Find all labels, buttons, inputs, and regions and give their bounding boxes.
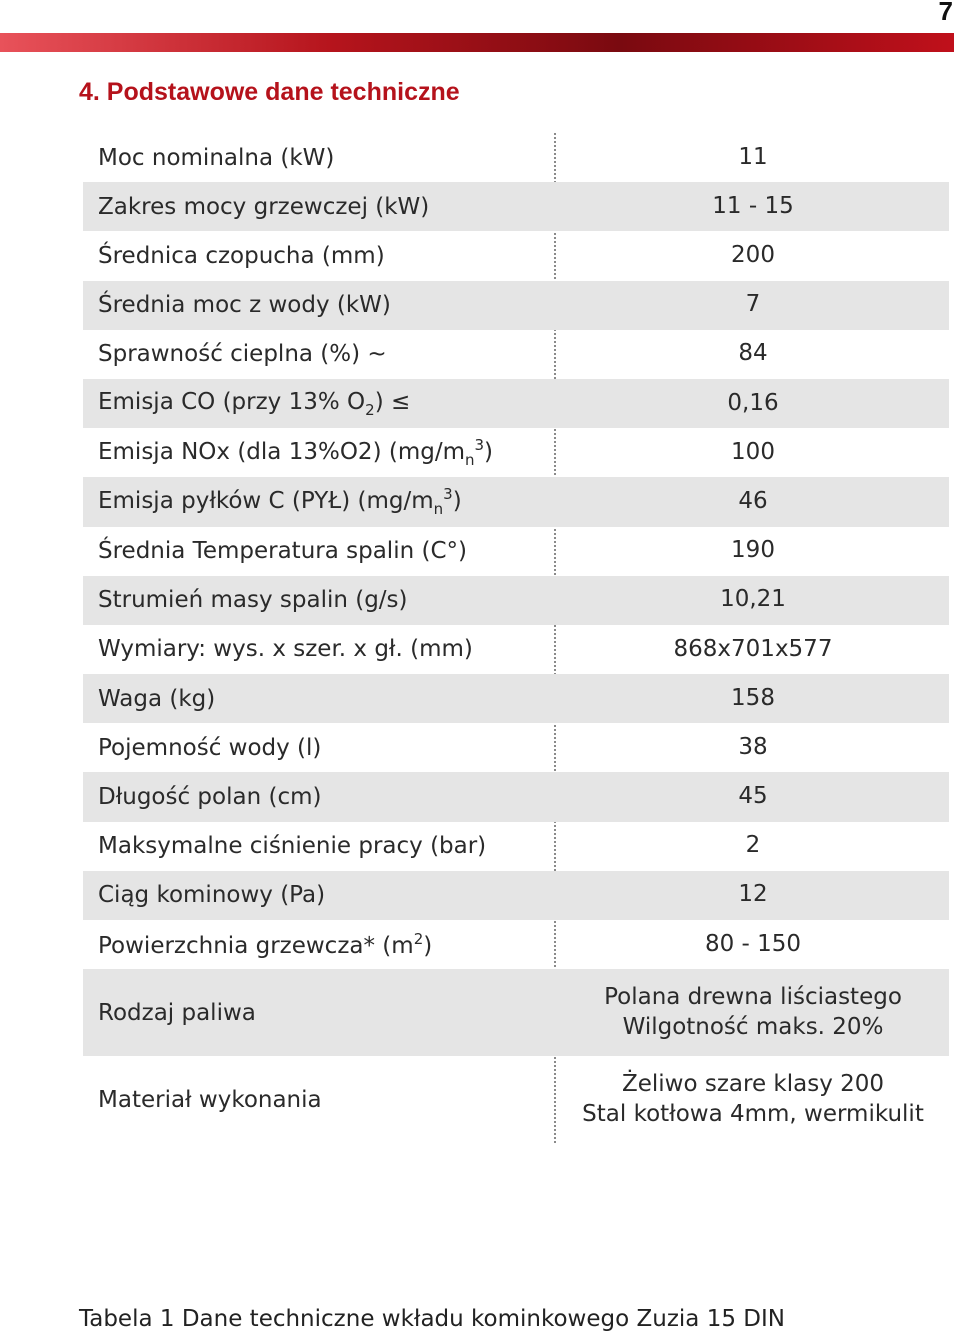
row-label: Emisja CO (przy 13% $O_2$) ≤ xyxy=(98,388,411,419)
row-label: Średnia moc z wody (kW) xyxy=(98,292,391,319)
row-value: 80 - 150 xyxy=(704,930,802,957)
row-label: Ciąg kominowy (Pa) xyxy=(98,882,326,909)
row-value: 45 xyxy=(738,783,768,810)
row-label: Maksymalne ciśnienie pracy (bar) xyxy=(98,833,487,860)
table-row xyxy=(83,1056,949,1143)
row-value-line: Polana drewna liściastego xyxy=(604,983,902,1010)
row-label: Emisja pyłków C (PYŁ) $(mg/m_n^3)$ xyxy=(98,485,462,519)
row-label: Emisja NOx (dla 13%O2) $(mg/m_n^3)$ xyxy=(98,436,494,470)
row-label: Pojemność wody (l) xyxy=(98,734,322,761)
row-value-line: Żeliwo szare klasy 200 xyxy=(621,1070,885,1097)
table-row xyxy=(83,379,949,428)
row-value: 11 - 15 xyxy=(712,192,794,219)
row-value: 38 xyxy=(738,733,768,760)
row-value-line: Wilgotność maks. 20% xyxy=(622,1013,884,1040)
table-row xyxy=(83,428,949,477)
row-value: 100 xyxy=(731,438,775,465)
row-label: Materiał wykonania xyxy=(98,1086,322,1113)
table-row xyxy=(83,674,949,723)
row-value: 0,16 xyxy=(727,389,779,416)
row-value-line: Stal kotłowa 4mm, wermikulit xyxy=(582,1100,924,1127)
table-row xyxy=(83,477,949,526)
row-label: Rodzaj paliwa xyxy=(98,999,256,1026)
row-label: Strumień masy spalin (g/s) xyxy=(98,587,408,614)
table-row xyxy=(83,576,949,625)
row-label: Powierzchnia grzewcza* $(m^2)$ xyxy=(98,930,433,960)
row-value: 11 xyxy=(738,143,768,170)
table-row xyxy=(83,772,949,821)
table-row xyxy=(83,182,949,231)
table-row xyxy=(83,133,949,182)
row-value: 158 xyxy=(731,684,775,711)
row-value xyxy=(557,983,949,1043)
table-row xyxy=(83,969,949,1056)
table-row xyxy=(83,281,949,330)
header-bar xyxy=(0,33,954,52)
row-label: Średnia Temperatura spalin (C°) xyxy=(98,538,467,565)
row-value: 12 xyxy=(738,881,768,908)
table-row xyxy=(83,231,949,280)
row-label: Sprawność cieplna (%) ~ xyxy=(98,341,387,368)
page-number: 7 xyxy=(938,0,953,26)
row-value: 200 xyxy=(731,242,775,269)
table-row xyxy=(83,527,949,576)
row-label: Zakres mocy grzewczej (kW) xyxy=(98,193,430,220)
row-value: 46 xyxy=(738,487,768,514)
row-value: 7 xyxy=(745,291,761,318)
spec-table xyxy=(83,133,949,1143)
table-row xyxy=(83,723,949,772)
row-value: 10,21 xyxy=(720,586,786,613)
table-row xyxy=(83,871,949,920)
table-caption: Tabela 1 Dane techniczne wkładu kominkowego Zuzia 15 DIN xyxy=(79,1306,785,1332)
table-row xyxy=(83,822,949,871)
row-label: Wymiary: wys. x szer. x gł. (mm) xyxy=(98,636,473,663)
table-row xyxy=(83,920,949,969)
row-value: 868x701x577 xyxy=(673,635,833,662)
table-row xyxy=(83,625,949,674)
row-label: Długość polan (cm) xyxy=(98,784,322,811)
row-value: 84 xyxy=(738,340,768,367)
row-label: Moc nominalna (kW) xyxy=(98,144,335,171)
row-label: Średnica czopucha (mm) xyxy=(98,242,385,269)
row-label: Waga (kg) xyxy=(98,685,216,712)
section-title: 4. Podstawowe dane techniczne xyxy=(79,78,460,106)
table-row xyxy=(83,330,949,379)
row-value: 2 xyxy=(745,832,761,859)
row-value: 190 xyxy=(731,537,775,564)
row-value xyxy=(557,1070,949,1130)
